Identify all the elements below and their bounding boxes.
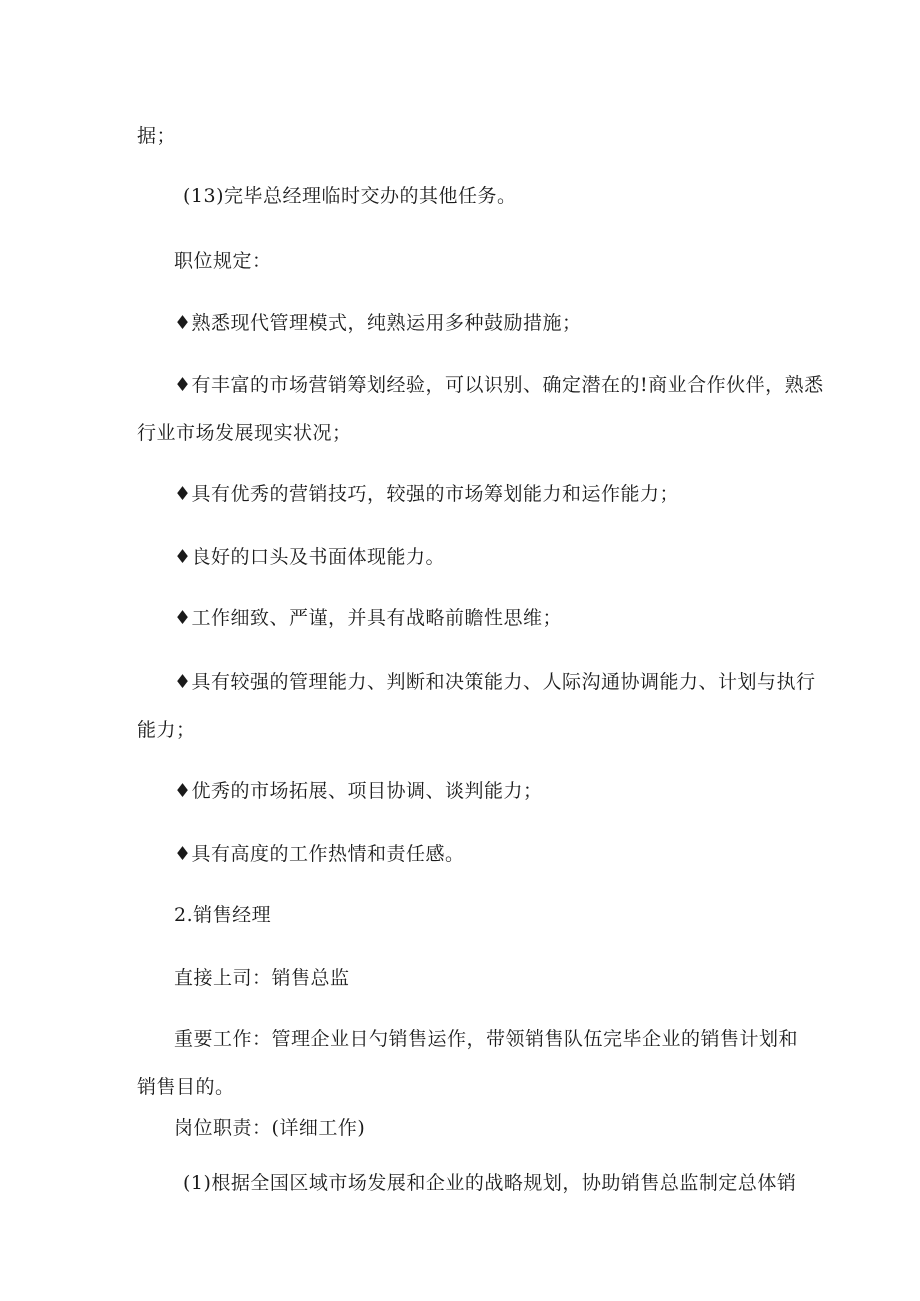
text-line: 直接上司：销售总监 [174,967,350,989]
text-line: (13)完毕总经理临时交办的其他任务。 [183,185,517,207]
text-line: ♦优秀的市场拓展、项目协调、谈判能力； [174,780,543,802]
text-line: 职位规定： [174,250,272,272]
text-line: ♦具有优秀的营销技巧，较强的市场筹划能力和运作能力； [174,483,680,505]
text-line: 重要工作：管理企业日勺销售运作，带领销售队伍完毕企业的销售计划和 [174,1028,799,1050]
text-line: 销售目的。 [137,1076,235,1098]
text-line: 岗位职责：(详细工作) [174,1117,366,1139]
text-line: 行业市场发展现实状况； [137,422,352,444]
text-line: ♦有丰富的市场营销筹划经验，可以识别、确定潜在的!商业合作伙伴，熟悉 [174,374,824,396]
text-line: 据； [137,125,177,147]
text-line: ♦工作细致、严谨，并具有战略前瞻性思维； [174,607,563,629]
text-line: (1)根据全国区域市场发展和企业的战略规划，协助销售总监制定总体销 [183,1172,797,1194]
text-line: ♦具有高度的工作热情和责任感。 [174,843,465,865]
text-line: 能力； [137,719,196,741]
text-line: ♦具有较强的管理能力、判断和决策能力、人际沟通协调能力、计划与执行 [174,671,816,693]
section-heading: 2.销售经理 [174,904,272,926]
text-line: ♦熟悉现代管理模式，纯熟运用多种鼓励措施； [174,312,582,334]
text-line: ♦良好的口头及书面体现能力。 [174,546,446,568]
